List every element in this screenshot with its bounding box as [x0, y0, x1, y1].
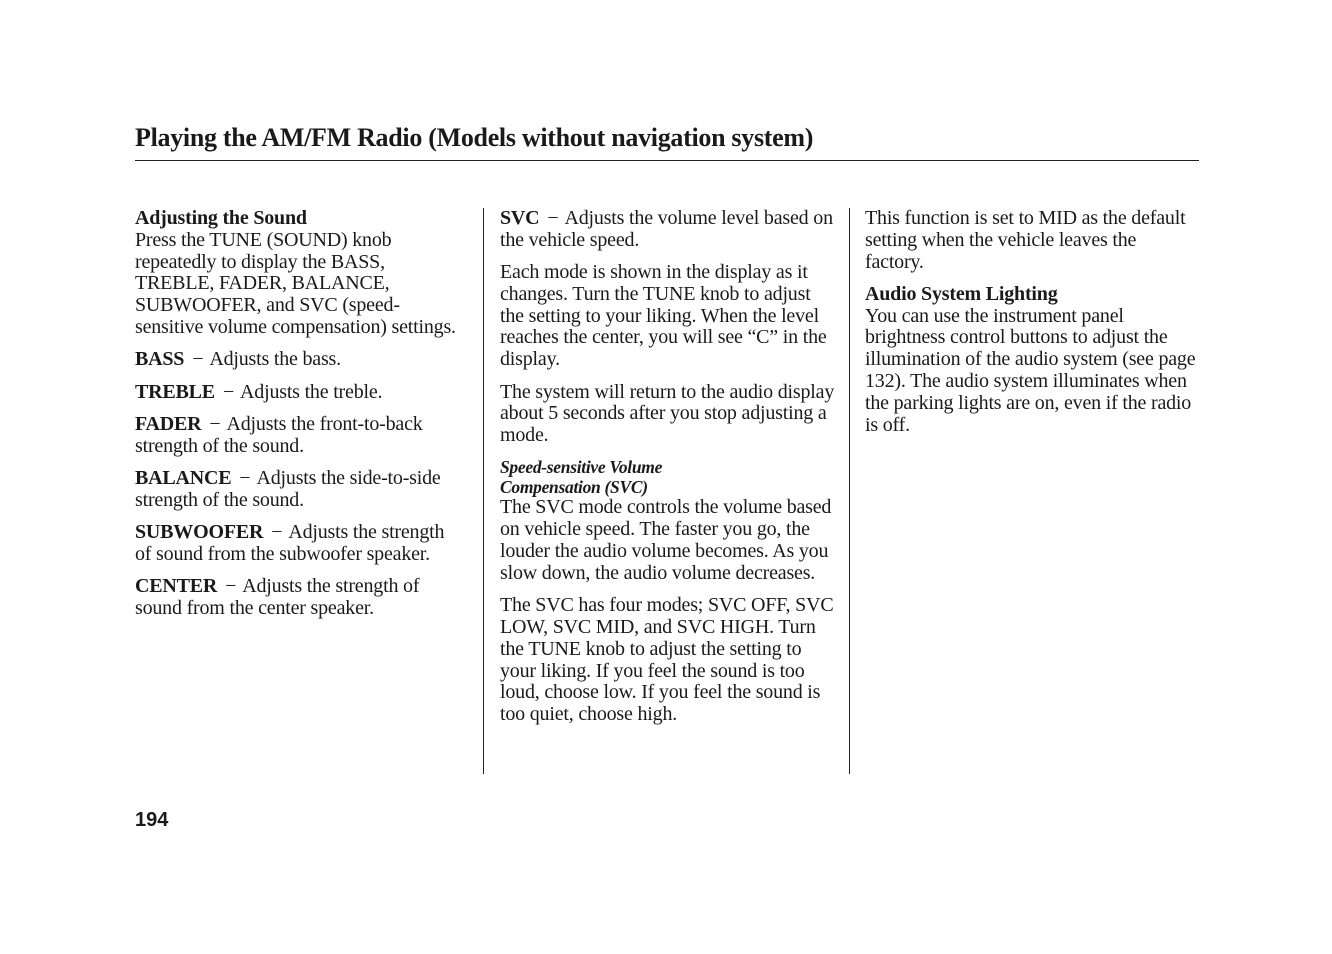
lighting-text: You can use the instrument panel brightness control buttons to adjust the illumination of the audio system (see page 132). The audio system illuminates when the parking lights are on, even if the radio is off.	[865, 304, 1196, 436]
dash-separator: −	[209, 412, 221, 435]
svc-heading-line2: Compensation (SVC)	[500, 477, 648, 498]
column-1	[135, 208, 465, 630]
lighting-heading: Audio System Lighting	[865, 282, 1058, 305]
svc-modes-paragraph: The SVC has four modes; SVC OFF, SVC LOW, SVC MID, and SVC HIGH. Turn the TUNE knob to adjust the setting to your liking. If you feel the sound is too loud, choose low. If you feel the sound is too quiet, choose high.	[500, 594, 834, 726]
setting-term: TREBLE	[135, 380, 215, 403]
dash-separator: −	[225, 575, 237, 598]
setting-description: Adjusts the volume level based on the vehicle speed.	[500, 207, 833, 251]
column-divider-1	[483, 208, 484, 774]
mode-display-paragraph: Each mode is shown in the display as it changes. Turn the TUNE knob to adjust the setting to your liking. When the level reaches the center, you will see “C” in the display.	[500, 261, 827, 371]
dash-separator: −	[271, 521, 283, 544]
setting-term: BALANCE	[135, 466, 232, 489]
setting-item-subwoofer	[135, 522, 465, 566]
setting-term: CENTER	[135, 575, 218, 598]
dash-separator: −	[547, 207, 559, 229]
setting-term: BASS	[135, 348, 185, 371]
adjusting-sound-heading: Adjusting the Sound	[135, 207, 307, 229]
dash-separator: −	[222, 380, 235, 403]
setting-description: Adjusts the strength of sound from the center speaker.	[135, 575, 420, 619]
setting-term: SVC	[500, 207, 540, 229]
column-3	[865, 208, 1199, 447]
page-header	[135, 122, 1199, 161]
setting-item-bass	[135, 349, 465, 371]
dash-separator: −	[239, 466, 251, 489]
return-display-paragraph: The system will return to the audio display about 5 seconds after you stop adjusting a mode.	[500, 380, 835, 447]
setting-description: Adjusts the strength of sound from the subwoofer speaker.	[135, 521, 445, 565]
setting-description: Adjusts the side-to-side strength of the sound.	[135, 466, 441, 511]
setting-item-balance	[135, 468, 465, 512]
svc-description: The SVC mode controls the volume based on vehicle speed. The faster you go, the louder the audio volume becomes. As you slow down, the audio volume decreases.	[500, 496, 832, 584]
page-number: 194	[135, 809, 169, 831]
page-title: Playing the AM/FM Radio (Models without navigation system)	[135, 123, 814, 152]
setting-item-treble	[135, 382, 465, 404]
column-2	[500, 208, 836, 736]
setting-item-fader	[135, 414, 465, 458]
adjusting-sound-section	[135, 208, 465, 339]
column-divider-2	[849, 208, 850, 774]
default-setting-paragraph: This function is set to MID as the default setting when the vehicle leaves the factory.	[865, 207, 1186, 273]
setting-item-svc	[500, 208, 836, 252]
setting-item-center	[135, 576, 465, 620]
dash-separator: −	[192, 348, 204, 371]
setting-term: FADER	[135, 412, 202, 435]
lighting-section	[865, 284, 1199, 437]
svc-heading-line1: Speed-sensitive Volume	[500, 457, 663, 478]
setting-description: Adjusts the treble.	[240, 380, 383, 403]
setting-term: SUBWOOFER	[135, 521, 264, 544]
svc-section	[500, 457, 836, 584]
setting-description: Adjusts the front-to-back strength of the sound.	[135, 412, 423, 457]
adjusting-sound-text: Press the TUNE (SOUND) knob repeatedly to display the BASS, TREBLE, FADER, BALANCE, SUBWOOFER, and SVC (speed-sensitive volume compensation) settings.	[135, 228, 456, 338]
setting-description: Adjusts the bass.	[209, 348, 341, 371]
